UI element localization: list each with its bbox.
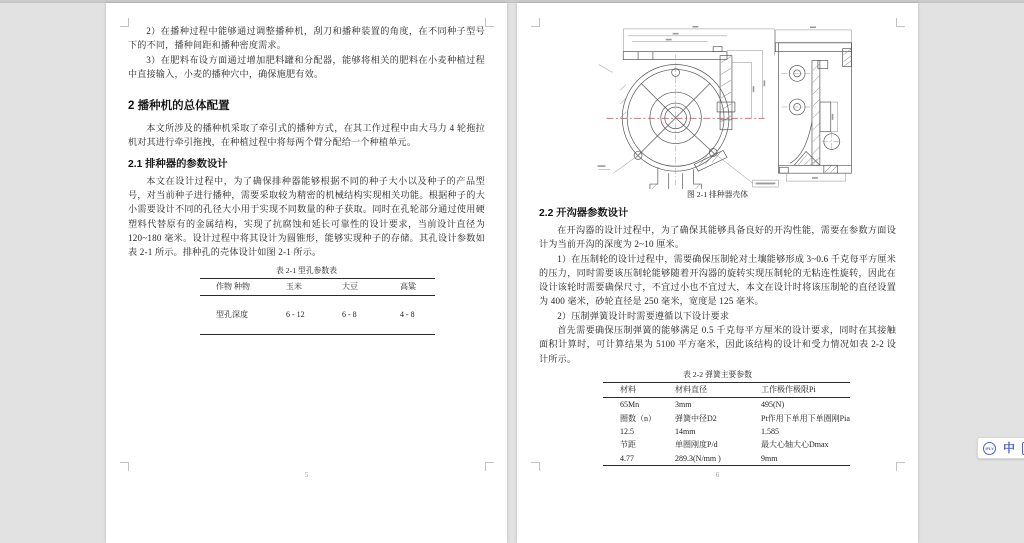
table-row bbox=[200, 279, 435, 296]
table-cell: 最大心轴大心Dmax bbox=[761, 440, 829, 450]
table-cell: 9mm bbox=[761, 453, 778, 463]
table-cell: 14mm bbox=[675, 426, 696, 436]
table-2-1-caption: 表 2-1 型孔参数表 bbox=[275, 265, 338, 275]
document-page-5 bbox=[106, 3, 507, 543]
table-2-2 bbox=[603, 382, 850, 466]
table-row bbox=[603, 438, 850, 451]
table-header-cell: 材料直径 bbox=[675, 385, 707, 395]
chinese-input-mode-button[interactable]: 中 bbox=[1002, 441, 1015, 455]
table-cell: 圈数（n） bbox=[620, 413, 656, 423]
table-header-cell: 玉米 bbox=[286, 282, 302, 292]
page-number: 6 bbox=[715, 471, 720, 479]
paragraph-section-2-1: 本文在设计过程中，为了确保排种器能够根据不同的种子大小以及种子的产品型号，对当前种子进行播种，需要采取较为精密的机械结构实现相关功能。根据种子的大小需要设计不同的孔径大小用于实现不同数量的种子获取。同时在孔轮部分通过使用硬塑料代替原有的金属结构，实现了抗腐蚀和延长可靠性的设计要求，当前设计直径为 120~180 毫米。设计过程中将其设计为圆锥形，能够实现种子的存储。其孔设计参数如表 2-1 所示。排种孔的壳体设计如图 2-1 所示。 bbox=[128, 175, 485, 258]
table-2-1 bbox=[200, 278, 435, 335]
heading-section-2-2: 2.2 开沟器参数设计 bbox=[539, 208, 629, 219]
table-cell: 289.3(N/mm ) bbox=[675, 453, 721, 463]
table-row bbox=[603, 452, 850, 465]
heading-chapter-2: 2 播种机的总体配置 bbox=[128, 100, 230, 113]
table-cell: 单圈刚度P/d bbox=[675, 440, 718, 450]
table-header-cell: 作物 种物 bbox=[216, 282, 250, 292]
paragraph-fertilizer-item3: 3）在肥料布设方面通过增加肥料罐和分配器，能够将相关的肥料在小麦种植过程中直接输入，小麦的播种穴中，确保施肥有效。 bbox=[128, 54, 485, 79]
heading-section-2-1: 2.1 排种器的参数设计 bbox=[128, 158, 228, 170]
margin-mark-icon bbox=[896, 462, 905, 471]
paragraph-press-wheel-item1: 1）在压制轮的设计过程中，需要确保压制轮对土壤能够形成 3~0.6 千克每平方厘米的压力，同时需要该压制轮能够随着开沟器的旋转实现压制轮的无粘连性旋转，因此在设计该轮时需要确保尺寸，不宜过小也不宜过大，本文在设计时将该压制轮的直径设置为 400 毫米，砂轮直径是 250 毫米，宽度是 125 毫米。 bbox=[539, 253, 896, 307]
paragraph-spring-item2: 2）压制弹簧设计时需要遵循以下设计要求 bbox=[557, 310, 730, 321]
table-cell: 6 - 12 bbox=[286, 310, 305, 320]
table-row bbox=[603, 425, 850, 438]
ime-toolbar[interactable] bbox=[977, 437, 1024, 459]
table-cell: 4.77 bbox=[620, 453, 634, 463]
table-header-cell: 高粱 bbox=[400, 282, 416, 292]
table-cell: 12.5 bbox=[620, 426, 634, 436]
paragraph-section-2-2-intro: 在开沟器的设计过程中，为了确保其能够具备良好的开沟性能，需要在参数方面设计为当前开沟的深度为 2~10 厘米。 bbox=[539, 225, 896, 250]
cad-drawing-icon bbox=[567, 23, 887, 189]
table-cell: 弹簧中径D2 bbox=[675, 413, 717, 423]
iflytek-logo-icon[interactable]: iFLY bbox=[983, 442, 996, 455]
table-cell: 495(N) bbox=[761, 400, 785, 410]
table-cell: 型孔深度 bbox=[216, 310, 248, 320]
paragraph-spring-calc: 首先需要确保压制弹簧的能够满足 0.5 千克每平方厘米的设计要求，同时在其接触面积计算时，可计算结果为 5100 平方毫米，因此该结构的设计和受力情况如表 2-2 设计所示。 bbox=[539, 325, 896, 364]
figure-2-1-caption: 图 2-1 排种器壳体 bbox=[686, 190, 749, 199]
table-header-cell: 大豆 bbox=[342, 282, 358, 292]
table-cell: 4 - 8 bbox=[400, 310, 415, 320]
table-cell: 6 - 8 bbox=[342, 310, 357, 320]
table-cell: 3mm bbox=[675, 400, 692, 410]
margin-mark-icon bbox=[896, 18, 905, 27]
table-header-cell: 材料 bbox=[620, 385, 636, 395]
margin-mark-icon bbox=[485, 18, 494, 27]
table-row bbox=[603, 383, 850, 398]
table-cell: Pt作用下单用下单圈刚Pia bbox=[761, 413, 850, 423]
table-2-2-caption: 表 2-2 弹簧主要参数 bbox=[683, 369, 752, 379]
margin-mark-icon bbox=[485, 462, 494, 471]
document-page-6 bbox=[517, 3, 918, 543]
page-number: 5 bbox=[304, 471, 309, 479]
figure-2-1-drawing bbox=[567, 23, 887, 189]
margin-mark-icon bbox=[531, 18, 540, 27]
margin-mark-icon bbox=[120, 462, 129, 471]
table-row bbox=[603, 398, 850, 411]
table-row bbox=[603, 411, 850, 424]
table-cell: 65Mn bbox=[620, 400, 640, 410]
table-cell: 1.585 bbox=[761, 426, 779, 436]
paragraph-chapter-2: 本文所涉及的播种机采取了牵引式的播种方式，在其工作过程中由大马力 4 轮拖拉机对其进行牵引拖拽，在种植过程中将每两个臂分配给一个种植单元。 bbox=[128, 123, 485, 148]
table-cell: 节距 bbox=[620, 440, 636, 450]
table-row bbox=[200, 296, 435, 334]
table-header-cell: 工作极作极限Pi bbox=[761, 385, 816, 395]
paragraph-seeding-item2: 2）在播种过程中能够通过调整播种机，刮刀和播种装置的角度，在不同种子型号下的不同，播种间距和播种密度需求。 bbox=[128, 26, 485, 51]
